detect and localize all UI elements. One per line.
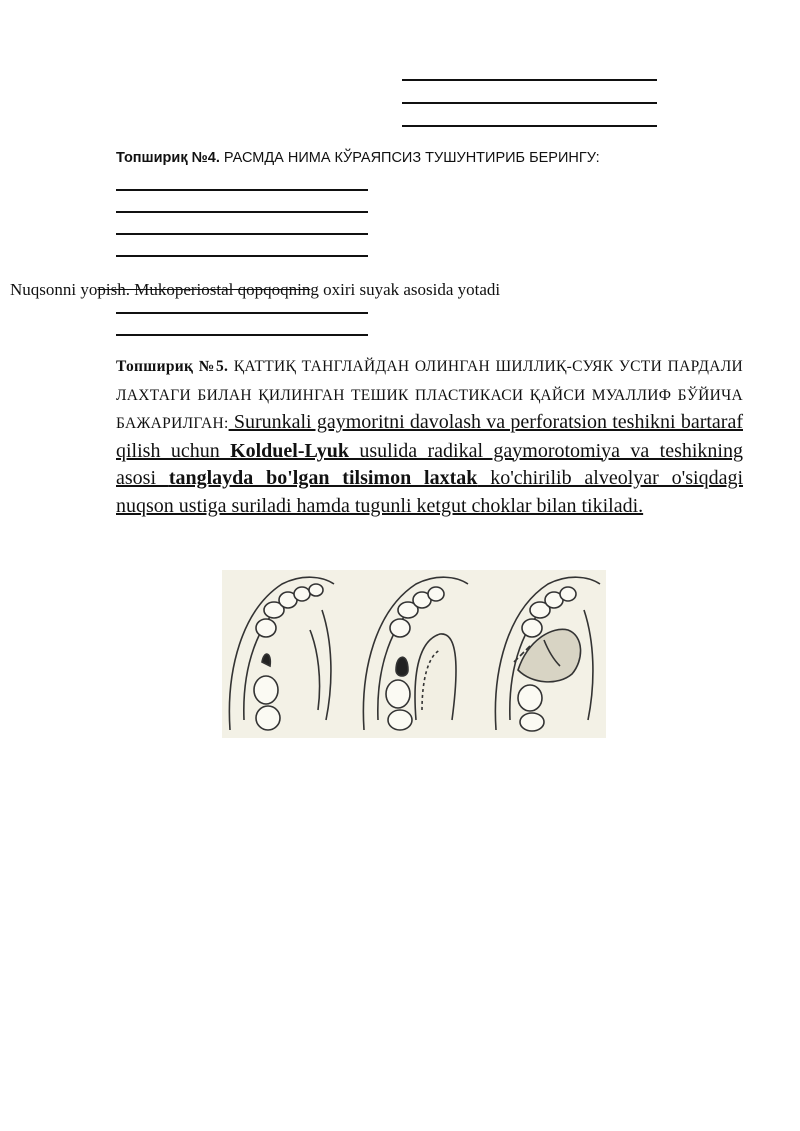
task-4-label: Топшириқ №4.	[116, 150, 220, 166]
task-5-question: ҚАТТИҚ ТАНГЛАЙДАН ОЛИНГАН ШИЛЛИҚ-СУЯК УСТИ ПАРДАЛИ ЛАХТАГИ БИЛАН ҚИЛИНГАН ТЕШИК ПЛАСТИКАСИ ҚАЙСИ МУАЛЛИФ БЎЙИЧА БАЖАРИЛГАН:	[116, 358, 743, 432]
task-4-heading	[116, 150, 756, 166]
answer-line	[402, 79, 657, 81]
task-4-question: РАСМДА НИМА КЎРАЯПСИЗ ТУШУНТИРИБ БЕРИНГУ:	[223, 150, 600, 166]
note-part-1: Nuqsonni yo	[10, 280, 98, 299]
note-text	[10, 280, 790, 300]
answer-line	[402, 102, 657, 104]
answer-text: Surunkali gaymoritni davolash va perforatsion teshikni bartaraf qilish uchun	[116, 411, 743, 462]
answer-line	[116, 334, 368, 336]
answer-line	[402, 125, 657, 127]
answer-line	[116, 189, 368, 191]
note-part-3: g oxiri suyak asosida yotadi	[310, 280, 501, 299]
answer-text: usulida radikal gaymorotomiya va teshikning asosi	[116, 439, 743, 489]
surgical-illustration	[222, 570, 606, 738]
answer-line	[116, 312, 368, 314]
illustration-svg	[222, 570, 606, 738]
answer-method-name: Kolduel-Lyuk	[230, 439, 349, 462]
task-5-block	[116, 352, 743, 520]
illustration-panel-2	[363, 577, 468, 730]
illustration-panel-3	[495, 577, 600, 731]
answer-line	[116, 255, 368, 257]
answer-text: ko'chirilib alveolyar o'siqdagi nuqson ustiga suriladi hamda tugunli ketgut choklar bilan tikiladi.	[116, 467, 744, 517]
task-5-label: Топшириқ №5.	[116, 358, 229, 375]
note-part-2-strikethrough: pish. Mukoperiostal qopqoqnin	[97, 280, 311, 299]
answer-line	[116, 211, 368, 213]
illustration-panel-1	[229, 577, 334, 730]
answer-flap-name: tanglayda bo'lgan tilsimon laxtak	[168, 467, 478, 489]
answer-line	[116, 233, 368, 235]
